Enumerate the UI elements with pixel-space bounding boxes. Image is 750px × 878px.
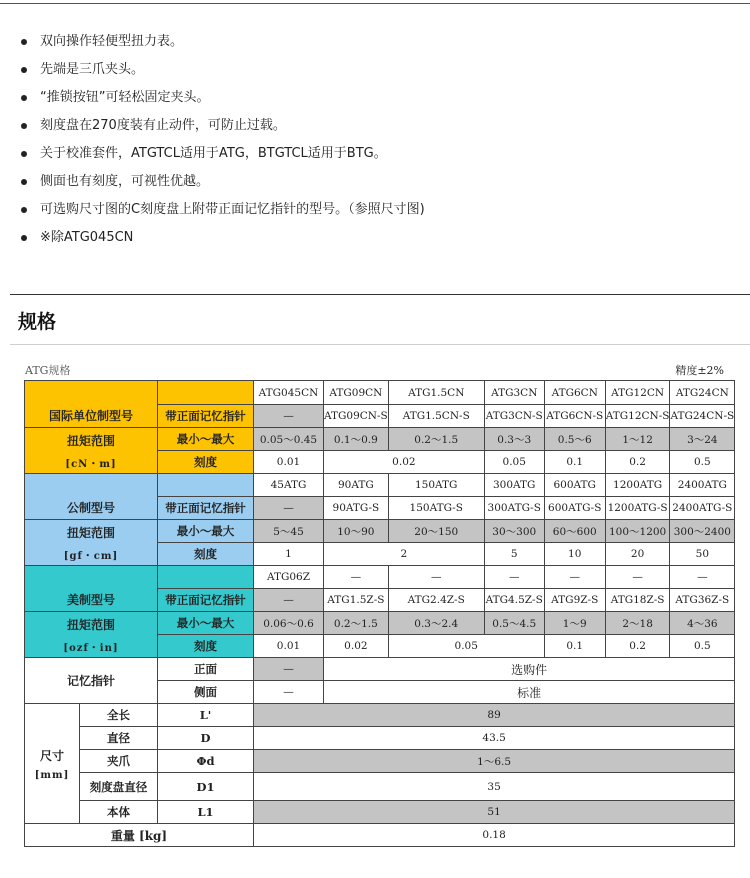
table-cell: 2400ATG-S xyxy=(670,497,735,520)
feature-item: 侧面也有刻度，可视性优越。 xyxy=(18,168,425,196)
table-cell: 0.1～0.9 xyxy=(324,428,389,451)
specs-section-header xyxy=(10,294,750,345)
table-cell: ATG9Z-S xyxy=(544,589,605,612)
us-model-label: 美制型号 xyxy=(25,566,158,612)
table-cell: 0.5 xyxy=(670,451,735,474)
table-cell: 10～90 xyxy=(324,520,389,543)
table-cell: 0.06～0.6 xyxy=(254,612,324,635)
table-cell: 4～36 xyxy=(670,612,735,635)
table-row xyxy=(25,704,735,727)
table-cell: — xyxy=(254,589,324,612)
table-cell: 100～1200 xyxy=(605,520,670,543)
dim-symbol: L' xyxy=(158,704,254,727)
table-caption: ATG规格 xyxy=(25,364,71,377)
feature-item: 刻度盘在270度装有止动件，可防止过载。 xyxy=(18,112,425,140)
feature-item: 先端是三爪夹头。 xyxy=(18,56,425,84)
table-cell: ATG18Z-S xyxy=(605,589,670,612)
table-cell: 60～600 xyxy=(544,520,605,543)
table-cell: 0.5～6 xyxy=(544,428,605,451)
table-row xyxy=(25,428,735,451)
table-cell: 600ATG xyxy=(544,474,605,497)
table-cell: — xyxy=(254,681,324,704)
table-cell: 0.02 xyxy=(324,451,485,474)
table-cell: — xyxy=(670,566,735,589)
bullet-icon xyxy=(21,151,27,157)
table-cell: 1～12 xyxy=(605,428,670,451)
weight-label: 重量 [kg] xyxy=(25,824,254,847)
table-row xyxy=(25,566,735,589)
minmax-label: 最小～最大 xyxy=(158,520,254,543)
table-cell: 45ATG xyxy=(254,474,324,497)
bullet-icon xyxy=(21,95,27,101)
table-cell xyxy=(158,566,254,589)
dim-name: 夹爪 xyxy=(80,750,158,773)
top-divider xyxy=(0,3,750,4)
table-row xyxy=(25,727,735,750)
table-cell: 35 xyxy=(254,773,735,801)
minmax-label: 最小～最大 xyxy=(158,428,254,451)
table-cell: 0.2 xyxy=(605,451,670,474)
grad-label: 刻度 xyxy=(158,451,254,474)
table-cell: — xyxy=(324,566,389,589)
precision-note: 精度±2% xyxy=(675,364,724,377)
dim-symbol: D xyxy=(158,727,254,750)
table-cell: 1200ATG-S xyxy=(605,497,670,520)
feature-item: 关于校准套件，ATGTCL适用于ATG，BTGTCL适用于BTG。 xyxy=(18,140,425,168)
table-cell: 2～18 xyxy=(605,612,670,635)
table-cell: 3～24 xyxy=(670,428,735,451)
table-cell: 0.01 xyxy=(254,635,324,658)
table-cell: 5 xyxy=(484,543,544,566)
table-cell: ATG1.5CN xyxy=(388,381,484,405)
table-cell: ATG09CN-S xyxy=(324,405,389,428)
table-cell: 0.1 xyxy=(544,451,605,474)
table-cell: ATG12CN xyxy=(605,381,670,405)
table-cell: 0.1 xyxy=(544,635,605,658)
table-cell: 0.01 xyxy=(254,451,324,474)
feature-list xyxy=(18,28,425,252)
table-cell: — xyxy=(254,497,324,520)
table-cell: 300～2400 xyxy=(670,520,735,543)
table-row xyxy=(25,773,735,801)
table-cell: 150ATG-S xyxy=(388,497,484,520)
table-cell: 300ATG xyxy=(484,474,544,497)
table-cell: 1～6.5 xyxy=(254,750,735,773)
table-cell: 0.2～1.5 xyxy=(324,612,389,635)
memory-side-label: 侧面 xyxy=(158,681,254,704)
memory-pointer-label: 带正面记忆指针 xyxy=(158,497,254,520)
table-cell: ATG6CN-S xyxy=(544,405,605,428)
table-cell: ATG06Z xyxy=(254,566,324,589)
table-cell: 300ATG-S xyxy=(484,497,544,520)
table-cell: 0.3～3 xyxy=(484,428,544,451)
table-row xyxy=(25,658,735,681)
table-cell: 0.3～2.4 xyxy=(388,612,484,635)
table-cell: 30～300 xyxy=(484,520,544,543)
table-cell: 0.02 xyxy=(324,635,389,658)
table-row xyxy=(25,824,735,847)
bullet-icon xyxy=(21,67,27,73)
table-cell: — xyxy=(254,658,324,681)
si-model-label: 国际单位制型号 xyxy=(25,381,158,428)
table-cell: 50 xyxy=(670,543,735,566)
table-cell: 2 xyxy=(324,543,485,566)
table-cell: ATG36Z-S xyxy=(670,589,735,612)
table-row xyxy=(25,520,735,543)
table-cell: 43.5 xyxy=(254,727,735,750)
memory-pointer-label: 带正面记忆指针 xyxy=(158,405,254,428)
dim-symbol: D1 xyxy=(158,773,254,801)
grad-label: 刻度 xyxy=(158,543,254,566)
grad-label: 刻度 xyxy=(158,635,254,658)
minmax-label: 最小～最大 xyxy=(158,612,254,635)
feature-item: “推锁按钮”可轻松固定夹头。 xyxy=(18,84,425,112)
table-cell: — xyxy=(254,405,324,428)
us-range-label: 扭矩范围 [ozf・in] xyxy=(25,612,158,658)
table-cell: ATG1.5Z-S xyxy=(324,589,389,612)
table-cell: 0.2～1.5 xyxy=(388,428,484,451)
table-cell xyxy=(158,474,254,497)
dim-name: 刻度盘直径 xyxy=(80,773,158,801)
table-cell: 600ATG-S xyxy=(544,497,605,520)
table-cell: 0.05 xyxy=(484,451,544,474)
table-cell: 90ATG xyxy=(324,474,389,497)
table-cell: 0.05 xyxy=(388,635,544,658)
table-cell: ATG3CN xyxy=(484,381,544,405)
table-cell xyxy=(158,381,254,405)
table-row xyxy=(25,612,735,635)
feature-item: ※除ATG045CN xyxy=(18,224,425,252)
memory-pointer-label: 带正面记忆指针 xyxy=(158,589,254,612)
table-cell: 2400ATG xyxy=(670,474,735,497)
table-cell: ATG3CN-S xyxy=(484,405,544,428)
table-cell: ATG12CN-S xyxy=(605,405,670,428)
table-cell: ATG24CN xyxy=(670,381,735,405)
dim-name: 本体 xyxy=(80,801,158,824)
memory-label: 记忆指针 xyxy=(25,658,158,704)
bullet-icon xyxy=(21,235,27,241)
table-cell: 标准 xyxy=(324,681,735,704)
feature-item: 双向操作轻便型扭力表。 xyxy=(18,28,425,56)
table-cell: — xyxy=(388,566,484,589)
table-cell: 选购件 xyxy=(324,658,735,681)
table-cell: ATG2.4Z-S xyxy=(388,589,484,612)
table-cell: ATG09CN xyxy=(324,381,389,405)
si-range-label: 扭矩范围 [cN・m] xyxy=(25,428,158,474)
table-cell: 1～9 xyxy=(544,612,605,635)
table-cell: ATG24CN-S xyxy=(670,405,735,428)
metric-range-label: 扭矩范围 [gf・cm] xyxy=(25,520,158,566)
bullet-icon xyxy=(21,123,27,129)
bullet-icon xyxy=(21,179,27,185)
table-row xyxy=(25,474,735,497)
table-cell: ATG4.5Z-S xyxy=(484,589,544,612)
table-cell: — xyxy=(544,566,605,589)
table-cell: 1 xyxy=(254,543,324,566)
table-cell: ATG6CN xyxy=(544,381,605,405)
table-cell: ATG045CN xyxy=(254,381,324,405)
feature-item: 可选购尺寸图的C刻度盘上附带正面记忆指针的型号。（参照尺寸图) xyxy=(18,196,425,224)
table-cell: — xyxy=(484,566,544,589)
memory-front-label: 正面 xyxy=(158,658,254,681)
table-cell: 10 xyxy=(544,543,605,566)
table-row xyxy=(25,381,735,405)
dim-symbol: Φd xyxy=(158,750,254,773)
dim-name: 全长 xyxy=(80,704,158,727)
table-cell: 0.2 xyxy=(605,635,670,658)
table-cell: 20～150 xyxy=(388,520,484,543)
table-cell: 51 xyxy=(254,801,735,824)
table-cell: 20 xyxy=(605,543,670,566)
section-title: 规格 xyxy=(18,311,57,333)
table-cell: 1200ATG xyxy=(605,474,670,497)
bullet-icon xyxy=(21,39,27,45)
bullet-icon xyxy=(21,207,27,213)
table-row xyxy=(25,750,735,773)
table-cell: 0.05～0.45 xyxy=(254,428,324,451)
table-cell: 150ATG xyxy=(388,474,484,497)
spec-table xyxy=(24,380,735,847)
table-cell: 90ATG-S xyxy=(324,497,389,520)
table-row xyxy=(25,801,735,824)
table-cell: 0.18 xyxy=(254,824,735,847)
table-cell: 5～45 xyxy=(254,520,324,543)
metric-model-label: 公制型号 xyxy=(25,474,158,520)
dims-label: 尺寸 [mm] xyxy=(25,704,80,824)
dim-symbol: L1 xyxy=(158,801,254,824)
table-cell: — xyxy=(605,566,670,589)
table-cell: 89 xyxy=(254,704,735,727)
table-cell: 0.5～4.5 xyxy=(484,612,544,635)
dim-name: 直径 xyxy=(80,727,158,750)
table-cell: ATG1.5CN-S xyxy=(388,405,484,428)
table-cell: 0.5 xyxy=(670,635,735,658)
